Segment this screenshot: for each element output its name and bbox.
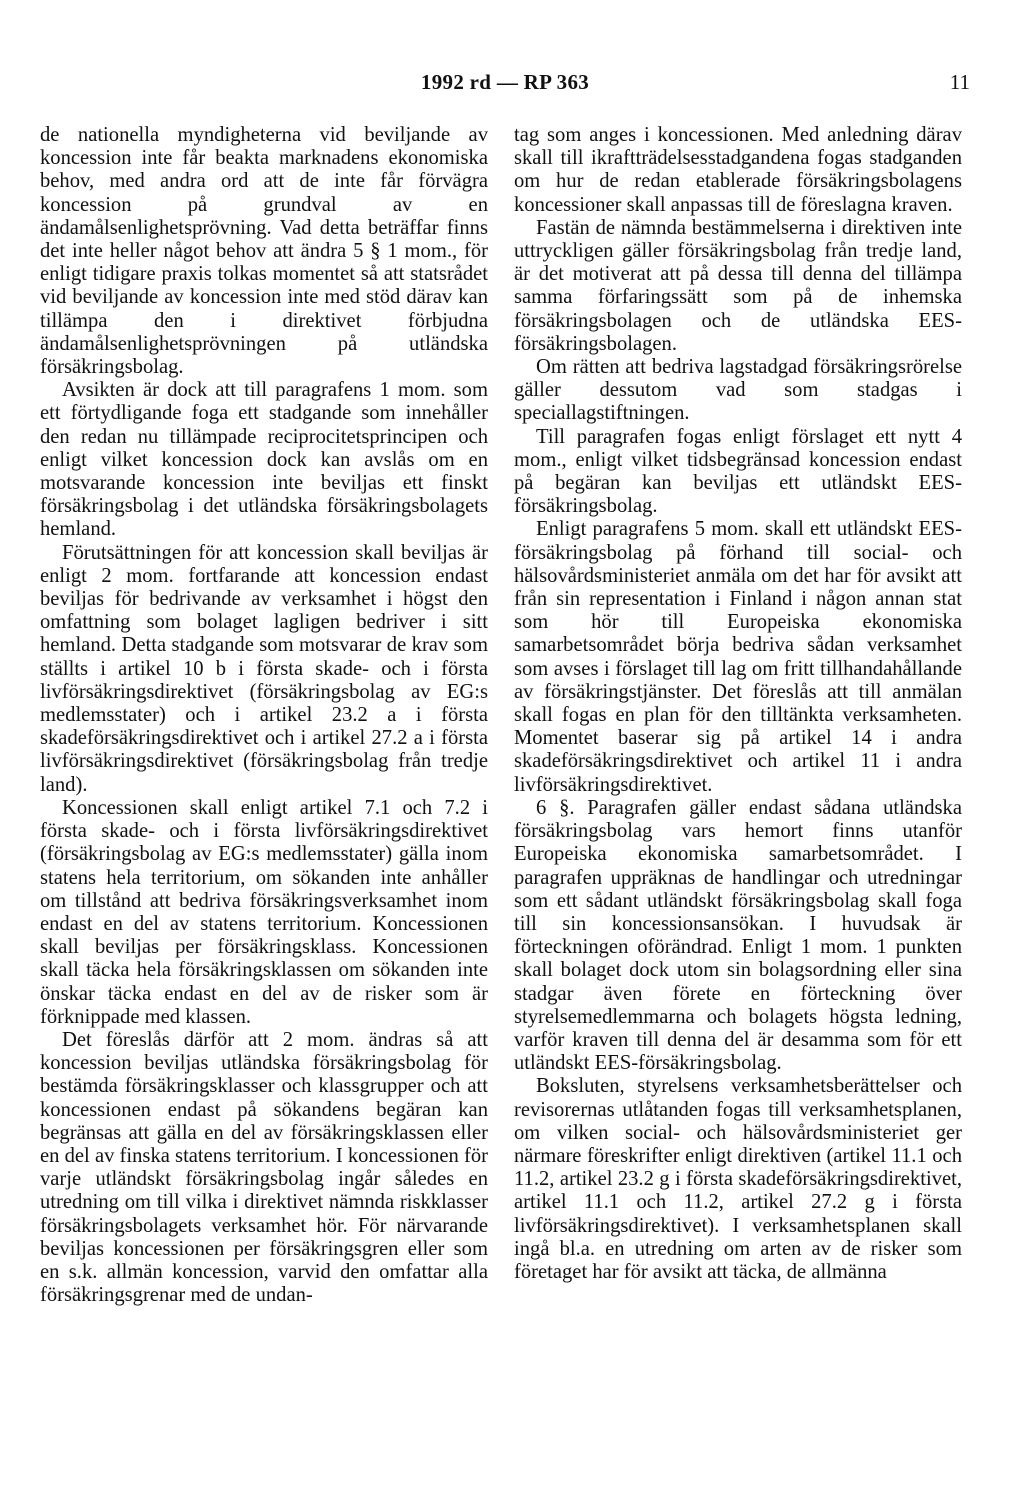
paragraph: Det föreslås därför att 2 mom. ändras så att koncession beviljas utländska försäkringsbolag för bestämda försäkringsklasser och klassgrupper och att koncessionen endast på sökandens begäran kan begränsas att gälla en del av försäkringsklassen eller en del av finska statens territorium. I koncessionen för varje utländskt försäkringsbolag ingår således en utredning om till vilka i direktivet nämnda riskklasser försäkringsbolagets verksamhet hör. För närvarande beviljas koncessionen per försäkringsgren eller som en s.k. allmän koncession, varvid den omfattar alla försäkringsgrenar med de undan-	[40, 1028, 488, 1307]
running-header-title: 1992 rd — RP 363	[420, 70, 590, 94]
page-number: 11	[949, 70, 970, 94]
right-column	[514, 124, 962, 1284]
paragraph: Koncessionen skall enligt artikel 7.1 och 7.2 i första skade- och i första livförsäkringsdirektivet (försäkringsbolag av EG:s medlemsstater) gälla inom statens hela territorium, om sökanden inte anhåller om tillstånd att bedriva försäkringsverksamhet inom endast en del av statens territorium. Koncessionen skall beviljas per försäkringsklass. Koncessionen skall täcka hela försäkringsklassen om sökanden inte önskar täcka endast en del av de risker som är förknippade med klassen.	[40, 796, 488, 1028]
paragraph: de nationella myndigheterna vid beviljande av koncession inte får beakta marknadens ekonomiska behov, med andra ord att de inte får förvägra koncession på grundval av en ändamålsenlighetsprövning. Vad detta beträffar finns det inte heller något behov att ändra 5 § 1 mom., för enligt tidigare praxis tolkas momentet så att statsrådet vid beviljande av koncession inte med stöd därav kan tillämpa den i direktivet förbjudna ändamålsenlighetsprövningen på utländska försäkringsbolag.	[40, 124, 488, 379]
paragraph: tag som anges i koncessionen. Med anledning därav skall till ikraftträdelsesstadgandena fogas stadganden om hur de redan etablerade försäkringsbolagens koncessioner skall anpassas till de föreslagna kraven.	[514, 124, 962, 216]
paragraph: Boksluten, styrelsens verksamhetsberättelser och revisorernas utlåtanden fogas till verksamhetsplanen, om vilken social- och hälsovårdsministeriet ger närmare föreskrifter enligt direktiven (artikel 11.1 och 11.2, artikel 23.2 g i första skadeförsäkringsdirektivet, artikel 11.1 och 11.2, artikel 27.2 g i första livförsäkringsdirektivet). I verksamhetsplanen skall ingå bl.a. en utredning om arten av de risker som företaget har för avsikt att täcka, de allmänna	[514, 1075, 962, 1283]
paragraph: Till paragrafen fogas enligt förslaget ett nytt 4 mom., enligt vilket tidsbegränsad koncession endast på begäran kan beviljas ett utländskt EES-försäkringsbolag.	[514, 425, 962, 518]
paragraph: Om rätten att bedriva lagstadgad försäkringsrörelse gäller dessutom vad som stadgas i speciallagstiftningen.	[514, 356, 962, 425]
paragraph: Enligt paragrafens 5 mom. skall ett utländskt EES-försäkringsbolag på förhand till social- och hälsovårdsministeriet anmäla om det har för avsikt att från sin representation i Finland i någon annan stat som hör till Europeiska ekonomiska samarbetsområdet börja bedriva sådan verksamhet som avses i förslaget till lag om fritt tillhandahållande av försäkringstjänster. Det föreslås att till anmälan skall fogas en plan för den tilltänkta verksamheten. Momentet baserar sig på artikel 14 i andra skadeförsäkringsdirektivet och artikel 11 i andra livförsäkringsdirektivet.	[514, 518, 962, 796]
paragraph: Fastän de nämnda bestämmelserna i direktiven inte uttryckligen gäller försäkringsbolag från tredje land, är det motiverat att på dessa till denna del tillämpa samma förfaringssätt som på de inhemska försäkringsbolagen och de utländska EES-försäkringsbolagen.	[514, 216, 962, 355]
paragraph: Förutsättningen för att koncession skall beviljas är enligt 2 mom. fortfarande att koncession endast beviljas för bedrivande av verksamhet i högst den omfattning som bolaget lagligen bedriver i sitt hemland. Detta stadgande som motsvarar de krav som ställts i artikel 10 b i första skade- och i första livförsäkringsdirektivet (försäkringsbolag av EG:s medlemsstater) och i artikel 23.2 a i första skadeförsäkringsdirektivet och i artikel 27.2 a i första livförsäkringsdirektivet (försäkringsbolag från tredje land).	[40, 541, 488, 796]
page-header	[40, 70, 970, 100]
paragraph: Avsikten är dock att till paragrafens 1 mom. som ett förtydligande foga ett stadgande som innehåller den redan nu tillämpade reciprocitetsprincipen och enligt vilket koncession dock kan avslås om en motsvarande koncession inte beviljas ett finskt försäkringsbolag i det utländska försäkringsbolagets hemland.	[40, 379, 488, 541]
paragraph: 6 §. Paragrafen gäller endast sådana utländska försäkringsbolag vars hemort finns utanför Europeiska ekonomiska samarbetsområdet. I paragrafen uppräknas de handlingar och utredningar som ett sådant utländskt försäkringsbolag skall foga till sin koncessionsansökan. I huvudsak är förteckningen oförändrad. Enligt 1 mom. 1 punkten skall bolaget dock utom sin bolagsordning eller sina stadgar även förete en förteckning över styrelsemedlemmarna och bolagets högsta ledning, varför kraven till denna del är desamma som för ett utländskt EES-försäkringsbolag.	[514, 796, 962, 1075]
left-column	[40, 124, 488, 1307]
